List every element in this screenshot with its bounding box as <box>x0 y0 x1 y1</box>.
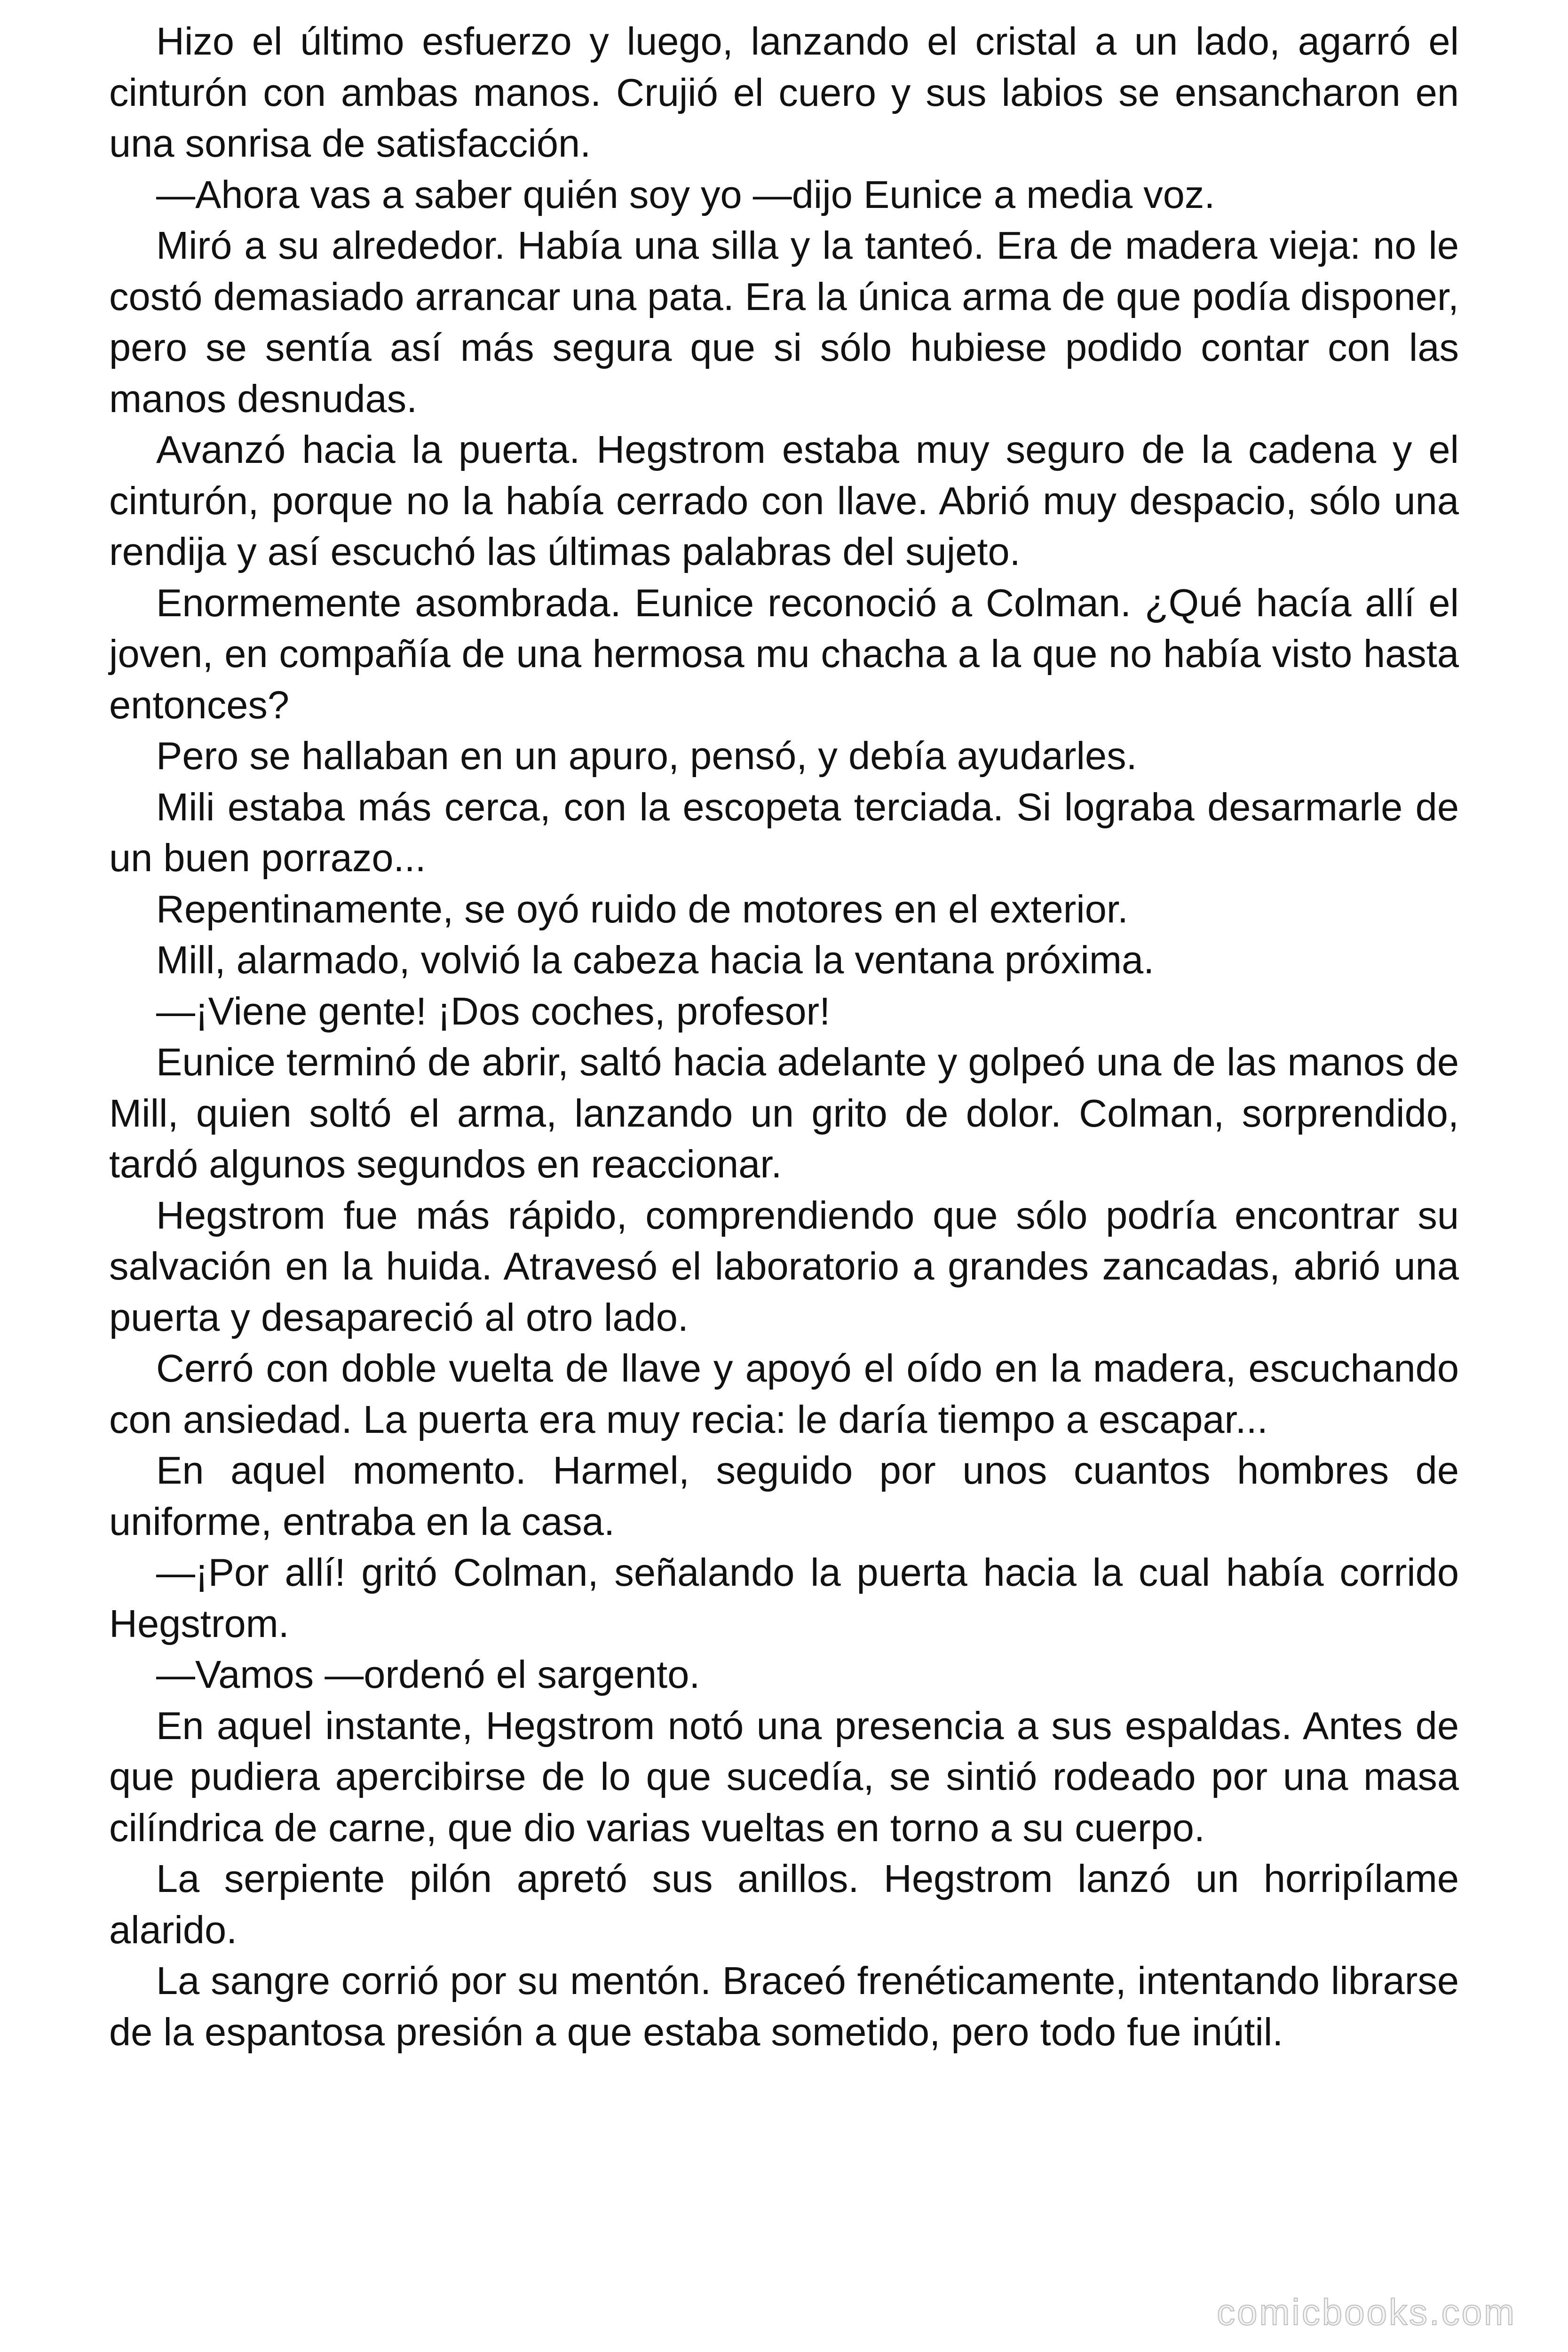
paragraph: Hizo el último esfuerzo y luego, lanzando el cristal a un lado, agarró el cinturón con ambas manos. Crujió el cuero y sus labios se ensancharon en una sonrisa de satisfacción. <box>109 19 1459 165</box>
paragraph: En aquel instante, Hegstrom notó una presencia a sus espaldas. Antes de que pudiera apercibirse de lo que sucedía, se sintió rodeado por una masa cilíndrica de carne, que dio varias vueltas en torno a su cuerpo. <box>109 1703 1459 1850</box>
paragraph: Mill, alarmado, volvió la cabeza hacia la ventana próxima. <box>156 938 1155 982</box>
paragraph: Pero se hallaban en un apuro, pensó, y debía ayudarles. <box>156 734 1137 778</box>
watermark: comicbooks.com <box>1217 2291 1516 2333</box>
paragraph: Repentinamente, se oyó ruido de motores en el exterior. <box>156 887 1128 931</box>
paragraph: Eunice terminó de abrir, saltó hacia adelante y golpeó una de las manos de Mill, quien soltó el arma, lanzando un grito de dolor. Colman, sorprendido, tardó algunos segundos en reaccionar. <box>109 1040 1459 1186</box>
paragraph: En aquel momento. Harmel, seguido por unos cuantos hombres de uniforme, entraba en la casa. <box>109 1448 1459 1543</box>
paragraph: La serpiente pilón apretó sus anillos. Hegstrom lanzó un horripílame alarido. <box>109 1857 1459 1952</box>
paragraph: —¡Viene gente! ¡Dos coches, profesor! <box>156 989 831 1033</box>
paragraph: Miró a su alrededor. Había una silla y la tanteó. Era de madera vieja: no le costó demasiado arrancar una pata. Era la única arma de que podía disponer, pero se sentía así más segura que si sólo hubiese podido contar con las manos desnudas. <box>109 223 1459 421</box>
paragraph: —¡Por allí! gritó Colman, señalando la puerta hacia la cual había corrido Hegstrom. <box>109 1550 1459 1645</box>
paragraph: Hegstrom fue más rápido, comprendiendo que sólo podría encontrar su salvación en la huida. Atravesó el laboratorio a grandes zancadas, abrió una puerta y desapareció al otro lado. <box>109 1193 1459 1339</box>
body-text <box>109 16 1459 2058</box>
paragraph: Avanzó hacia la puerta. Hegstrom estaba muy seguro de la cadena y el cinturón, porque no la había cerrado con llave. Abrió muy despacio, sólo una rendija y así escuchó las últimas palabras del sujeto. <box>109 428 1459 573</box>
paragraph: La sangre corrió por su mentón. Braceó frenéticamente, intentando librarse de la espantosa presión a que estaba sometido, pero todo fue inútil. <box>109 1959 1459 2054</box>
paragraph: —Ahora vas a saber quién soy yo —dijo Eunice a media voz. <box>156 172 1215 216</box>
paragraph: Enormemente asombrada. Eunice reconoció a Colman. ¿Qué hacía allí el joven, en compañía de una hermosa mu chacha a la que no había visto hasta entonces? <box>109 580 1459 727</box>
paragraph: —Vamos —ordenó el sargento. <box>156 1653 700 1696</box>
paragraph: Cerró con doble vuelta de llave y apoyó el oído en la madera, escuchando con ansiedad. La puerta era muy recia: le daría tiempo a escapar... <box>109 1346 1459 1441</box>
paragraph: Mili estaba más cerca, con la escopeta terciada. Si lograba desarmarle de un buen porrazo... <box>109 785 1459 880</box>
